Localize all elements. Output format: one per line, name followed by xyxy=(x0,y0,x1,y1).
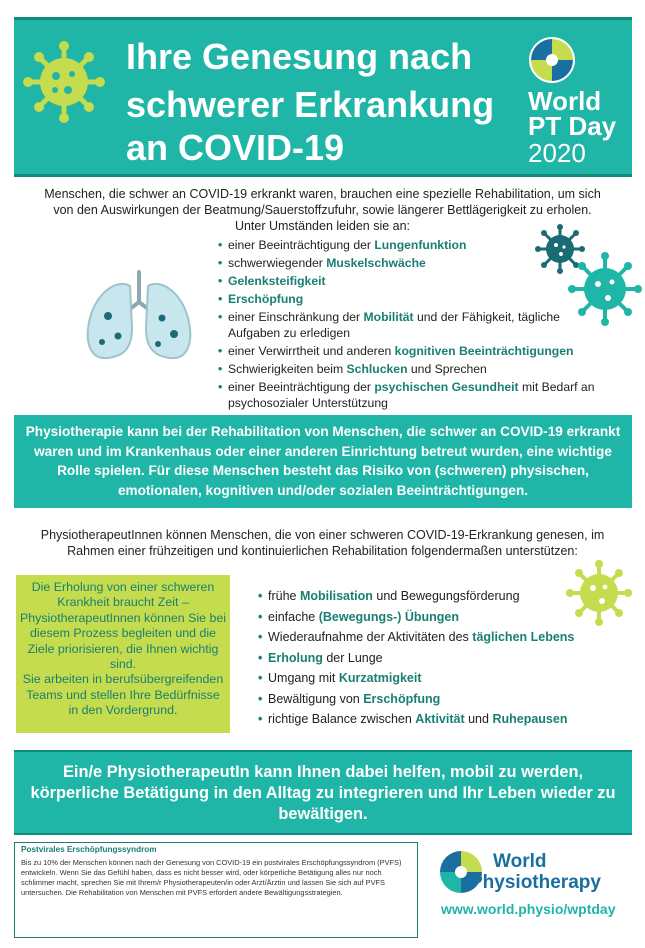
symptom-item-pre: Schwierigkeiten beim xyxy=(228,362,347,376)
support-item-strong: Kurzatmigkeit xyxy=(338,671,422,685)
support-item-pre: Umgang mit xyxy=(268,671,339,685)
pvfs-body: Bis zu 10% der Menschen können nach der Genesung von COVID-19 ein postvirales Erschöpfungssyndrom (PVFS) entwickeln. Wenn Sie das Gefühl haben, dass es nicht besser wird, oder körperliche Betätigung alles nur noch schlimmer macht, sprechen Sie mit Ihrem/r Physiotherapeuten/in oder Arzt/Ärztin und lassen Sie sich auf PVFS untersuchen. Die Rehabilitation von Menschen mit PVFS erfordert andere Bewältigungsstrategien. xyxy=(21,858,402,897)
support-item-pre: richtige Balance zwischen xyxy=(268,712,416,726)
support-item-pre: Bewältigung von xyxy=(268,691,364,706)
symptom-item xyxy=(218,361,608,377)
symptom-item-pre: einer Beeinträchtigung der xyxy=(228,380,375,394)
support-item xyxy=(258,607,618,628)
support-intro-line-1: PhysiotherapeutInnen können Menschen, die von einer schweren COVID-19-Erkrankung genesen, im xyxy=(40,528,605,542)
page-title-line-1: Ihre Genesung nach xyxy=(126,36,473,77)
help-band-text: Ein/e PhysiotherapeutIn kann Ihnen dabei helfen, mobil zu werden, körperliche Betätigung in den Alltag zu integrieren und Ihr Leben wieder zu bewältigen. xyxy=(30,763,616,823)
logo-world-text: World xyxy=(528,86,602,116)
support-item xyxy=(258,668,618,689)
intro-line-2: von den Auswirkungen der Beatmung/Sauerstoffzufuhr, sowie längerer Bettlägerigkeit zu erholen. xyxy=(53,203,592,217)
symptom-item-pre: einer Verwirrtheit und anderen xyxy=(228,344,395,358)
support-item-post: und xyxy=(464,712,493,726)
support-item-strong: Erschöpfung xyxy=(363,691,441,706)
virus-icon xyxy=(566,560,632,626)
symptom-item-post: und Sprechen xyxy=(407,362,487,376)
logo-ptday-text: PT Day xyxy=(528,111,617,141)
support-item-pre: Wiederaufnahme der Aktivitäten des xyxy=(268,630,473,644)
virus-icon xyxy=(22,40,106,124)
support-item-pre: einfache xyxy=(268,609,319,624)
support-item-pre: frühe xyxy=(268,589,300,603)
intro-line-3: Unter Umständen leiden sie an: xyxy=(234,219,411,233)
symptom-item-strong: Gelenksteifigkeit xyxy=(228,274,326,288)
symptom-item-strong: Erschöpfung xyxy=(228,292,304,306)
support-item xyxy=(258,586,618,607)
symptom-item-strong: psychischen Gesundheit xyxy=(374,380,519,394)
symptom-item-pre: einer Beeinträchtigung der xyxy=(228,238,375,252)
footer-url-link[interactable]: www.world.physio/wptday xyxy=(441,901,616,917)
intro-line-1: Menschen, die schwer an COVID-19 erkrankt waren, brauchen eine spezielle Rehabilitation, um sich xyxy=(44,187,601,201)
symptom-item xyxy=(218,273,608,289)
symptom-item-pre: schwerwiegender xyxy=(228,256,327,270)
symptom-item-strong: Mobilität xyxy=(363,310,414,324)
support-item xyxy=(258,709,618,730)
support-list xyxy=(258,586,618,730)
symptom-item-strong: kognitiven Beeinträchtigungen xyxy=(394,344,574,358)
pvfs-title: Postvirales Erschöpfungssyndrom xyxy=(21,845,157,854)
support-item-strong2: Ruhepausen xyxy=(492,712,568,726)
info-band-text: Physiotherapie kann bei der Rehabilitation von Menschen, die schwer an COVID-19 erkrankt waren und im Krankenhaus oder einer anderen Einrichtung betreut wurden, eine wichtige Rolle spielen. Für diese Menschen besteht das Risiko von (schweren) physischen, emotionalen, kognitiven und/oder sozialen Beeinträchtigungen. xyxy=(25,424,621,498)
symptom-item-pre: einer Einschränkung der xyxy=(228,310,364,324)
support-item-strong: Mobilisation xyxy=(299,589,373,603)
symptom-item-post: und der Fähigkeit, tägliche Aufgaben zu erledigen xyxy=(228,310,560,340)
support-item-post: der Lunge xyxy=(322,650,383,665)
symptom-item-post: mit Bedarf an psychosozialer Unterstützung xyxy=(228,380,595,410)
recovery-time-paragraph-2: Sie arbeiten in berufsübergreifenden Teams und stellen Ihre Bedürfnisse in den Vordergrund. xyxy=(22,672,224,718)
footer-logo-physiotherapy: Physiotherapy xyxy=(470,872,601,893)
symptom-item-strong: Muskelschwäche xyxy=(326,256,426,270)
footer-logo-world: World xyxy=(493,851,547,872)
symptom-item xyxy=(218,343,608,359)
symptom-item-strong: Schlucken xyxy=(346,362,408,376)
world-pt-day-logo-icon xyxy=(528,36,576,84)
logo-year-text: 2020 xyxy=(528,138,586,168)
symptom-item-strong: Lungenfunktion xyxy=(374,238,467,252)
support-item xyxy=(258,648,618,669)
support-item-strong: (Bewegungs-) Übungen xyxy=(318,609,459,624)
support-item-strong: Aktivität xyxy=(415,712,465,726)
recovery-time-paragraph-1: Die Erholung von einer schweren Krankheit braucht Zeit – PhysiotherapeutInnen können Sie bei diesem Prozess begleiten und die Ziele priorisieren, die Ihnen wichtig sind. xyxy=(20,580,226,672)
support-item xyxy=(258,627,618,648)
page-title-line-3: an COVID-19 xyxy=(126,127,345,168)
recovery-time-text xyxy=(20,580,226,719)
support-item-strong: täglichen Lebens xyxy=(472,630,575,644)
symptom-item xyxy=(218,309,608,341)
symptom-item xyxy=(218,379,608,411)
support-intro-line-2: Rahmen einer frühzeitigen und kontinuierlichen Rehabilitation folgendermaßen unterstützen: xyxy=(67,544,578,558)
page-title-line-2: schwerer Erkrankung xyxy=(126,84,495,125)
support-item xyxy=(258,689,618,710)
virus-icon xyxy=(568,252,642,326)
support-item-strong: Erholung xyxy=(268,650,323,665)
support-item-post: und Bewegungsförderung xyxy=(372,589,520,603)
symptom-item xyxy=(218,291,608,307)
lungs-icon xyxy=(78,268,200,364)
